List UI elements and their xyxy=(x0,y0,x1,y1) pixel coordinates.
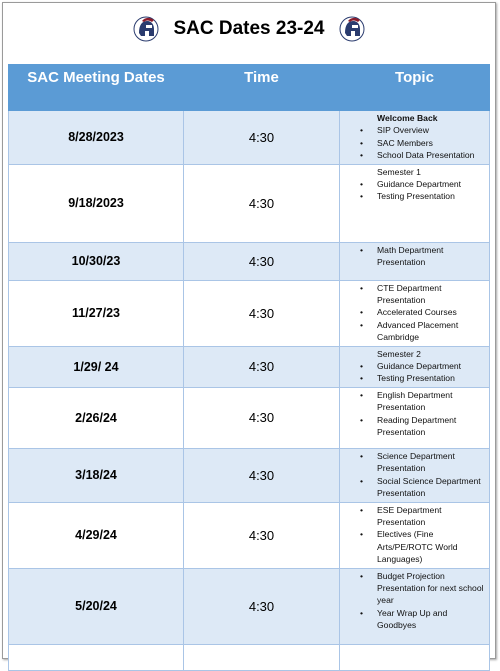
topic-list xyxy=(344,244,487,269)
sac-schedule-table xyxy=(8,64,490,671)
meeting-time: 4:30 xyxy=(184,346,340,387)
meeting-date: 8/28/2023 xyxy=(9,111,184,165)
topic-list-item: • Accelerated Courses xyxy=(344,306,487,318)
topic-list-item: • SAC Members xyxy=(344,137,487,149)
meeting-topic xyxy=(340,111,490,165)
topic-list xyxy=(344,389,487,439)
table-row xyxy=(9,448,490,502)
topic-list-item: • Testing Presentation xyxy=(344,372,487,384)
meeting-time: 4:30 xyxy=(184,242,340,280)
topic-list-item: • ESE Department Presentation xyxy=(344,504,487,529)
meeting-date xyxy=(9,644,184,670)
topic-list xyxy=(344,504,487,566)
topic-list-item: • School Data Presentation xyxy=(344,149,487,161)
table-row xyxy=(9,111,490,165)
topic-list-item: • SIP Overview xyxy=(344,124,487,136)
meeting-time xyxy=(184,644,340,670)
header-time: Time xyxy=(184,65,340,111)
meeting-date: 9/18/2023 xyxy=(9,164,184,242)
meeting-time: 4:30 xyxy=(184,387,340,448)
table-row xyxy=(9,502,490,568)
table-row xyxy=(9,644,490,670)
topic-list-item: • Advanced Placement Cambridge xyxy=(344,319,487,344)
table-row xyxy=(9,164,490,242)
meeting-date: 4/29/24 xyxy=(9,502,184,568)
topic-heading: Semester 1 xyxy=(377,166,421,177)
topic-list-item: • Science Department Presentation xyxy=(344,450,487,475)
topic-list-item: • CTE Department Presentation xyxy=(344,282,487,307)
meeting-topic xyxy=(340,568,490,644)
topic-list-item: • Electives (Fine Arts/PE/ROTC World Languages) xyxy=(344,528,487,565)
table-row xyxy=(9,242,490,280)
meeting-topic xyxy=(340,387,490,448)
meeting-date: 10/30/23 xyxy=(9,242,184,280)
meeting-topic xyxy=(340,242,490,280)
meeting-date: 3/18/24 xyxy=(9,448,184,502)
header-topic: Topic xyxy=(340,65,490,111)
spartan-helmet-icon xyxy=(339,16,365,42)
spartan-helmet-icon xyxy=(133,16,159,42)
topic-list-item: • Budget Projection Presentation for next school year xyxy=(344,570,487,607)
meeting-time: 4:30 xyxy=(184,164,340,242)
topic-list xyxy=(344,450,487,500)
meeting-time: 4:30 xyxy=(184,568,340,644)
meeting-date: 5/20/24 xyxy=(9,568,184,644)
meeting-topic xyxy=(340,164,490,242)
meeting-topic xyxy=(340,502,490,568)
topic-list xyxy=(344,570,487,632)
table-header-row xyxy=(9,65,490,111)
topic-list-item: • Year Wrap Up and Goodbyes xyxy=(344,607,487,632)
topic-heading: Semester 2 xyxy=(377,348,421,359)
topic-list-item: • Guidance Department xyxy=(344,178,487,190)
topic-list-item: • Social Science Department Presentation xyxy=(344,475,487,500)
topic-list-item: • Math Department Presentation xyxy=(344,244,487,269)
meeting-topic xyxy=(340,448,490,502)
topic-list-item: • Testing Presentation xyxy=(344,190,487,202)
table-row xyxy=(9,387,490,448)
topic-list-item: • Guidance Department xyxy=(344,360,487,372)
meeting-date: 1/29/ 24 xyxy=(9,346,184,387)
meeting-time: 4:30 xyxy=(184,502,340,568)
page-title: SAC Dates 23-24 xyxy=(173,18,325,39)
topic-list xyxy=(344,282,487,344)
meeting-date: 11/27/23 xyxy=(9,280,184,346)
meeting-topic xyxy=(340,644,490,670)
table-row xyxy=(9,280,490,346)
meeting-date: 2/26/24 xyxy=(9,387,184,448)
table-row xyxy=(9,568,490,644)
meeting-topic xyxy=(340,346,490,387)
topic-list xyxy=(344,178,487,203)
topic-list xyxy=(344,124,487,161)
topic-list-item: • English Department Presentation xyxy=(344,389,487,414)
meeting-time: 4:30 xyxy=(184,448,340,502)
meeting-topic xyxy=(340,280,490,346)
meeting-time: 4:30 xyxy=(184,280,340,346)
topic-list xyxy=(344,360,487,385)
meeting-time: 4:30 xyxy=(184,111,340,165)
table-row xyxy=(9,346,490,387)
topic-list-item: • Reading Department Presentation xyxy=(344,414,487,439)
title-row xyxy=(3,11,495,47)
header-meeting-dates: SAC Meeting Dates xyxy=(9,65,184,111)
topic-heading: Welcome Back xyxy=(377,113,438,123)
